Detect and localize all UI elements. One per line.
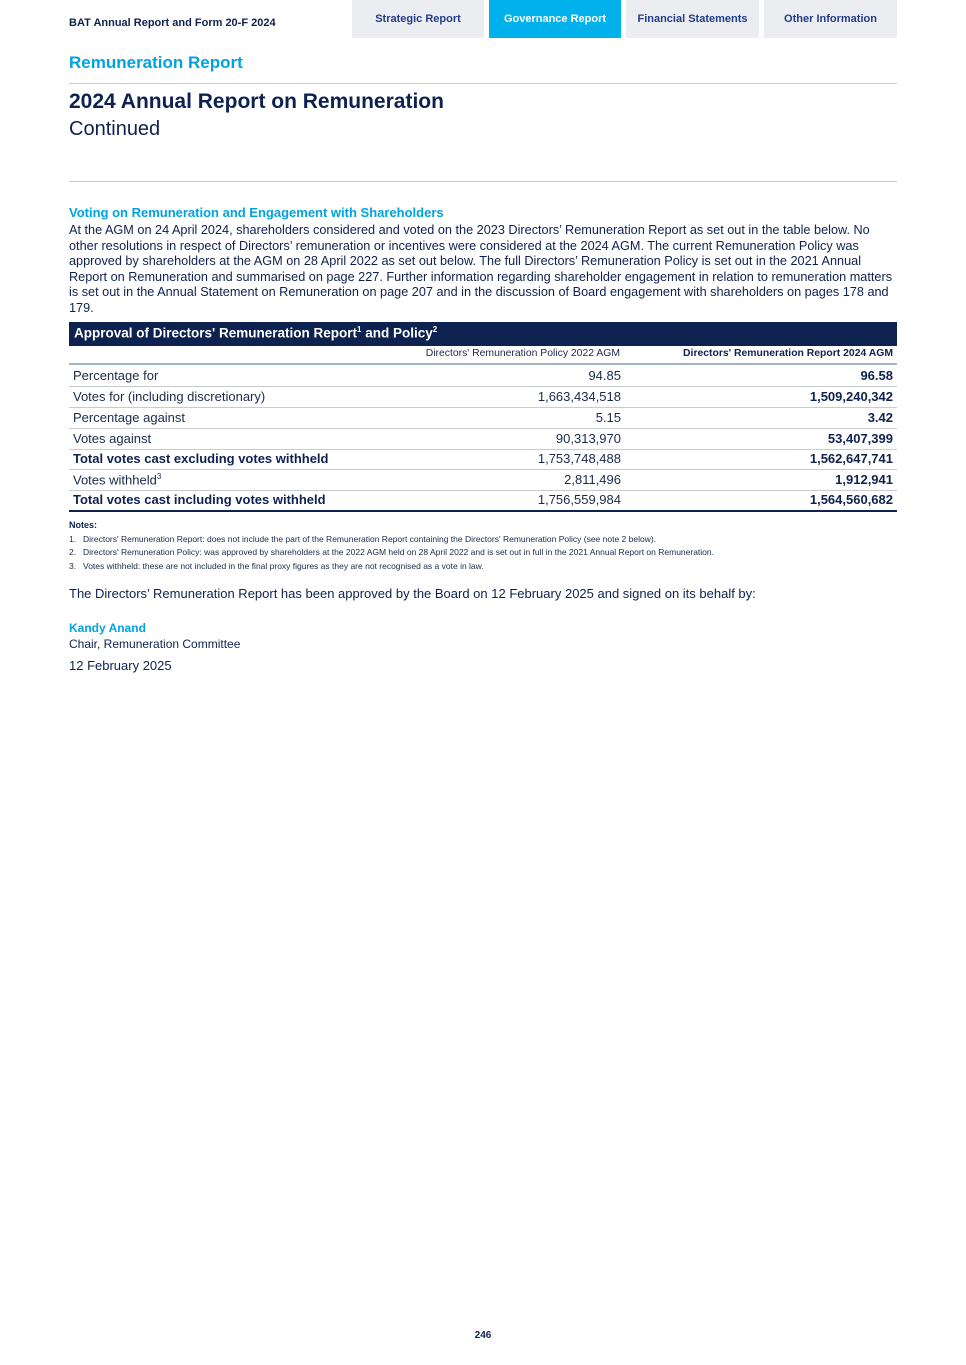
column-header-policy-2022: Directors' Remuneration Policy 2022 AGM (425, 348, 620, 359)
row-label: Votes for (including discretionary) (73, 389, 266, 404)
row-label: Percentage for (73, 368, 159, 383)
notes-title: Notes: (69, 520, 98, 530)
page-subtitle: Continued (69, 118, 161, 140)
signature-date: 12 February 2025 (69, 658, 172, 673)
row-value-2022: 5.15 (595, 410, 621, 425)
row-value-2024: 1,562,647,741 (809, 451, 893, 466)
row-label: Votes withheld$^3$ (73, 472, 162, 488)
note-item: 1. Directors' Remuneration Report: does not include the part of the Remuneration Report containing the Directors' Remuneration Policy (see note 2 below). (69, 534, 657, 544)
table-row (69, 428, 897, 450)
signatory-name: Kandy Anand (69, 621, 146, 635)
row-value-2024: 1,912,941 (835, 472, 893, 487)
row-value-2024: 3.42 (867, 410, 893, 425)
row-label: Total votes cast including votes withheld (73, 492, 326, 507)
row-value-2022: 94.85 (588, 368, 621, 383)
document-title: BAT Annual Report and Form 20-F 2024 (69, 17, 276, 29)
voting-heading: Voting on Remuneration and Engagement with Shareholders (69, 205, 444, 220)
page-title: 2024 Annual Report on Remuneration (69, 90, 444, 113)
row-label: Votes against (73, 431, 152, 446)
table-row (69, 469, 897, 491)
table-row (69, 448, 897, 470)
row-value-2022: 1,753,748,488 (537, 451, 621, 466)
note-item: 3. Votes withheld: these are not included in the final proxy figures as they are not recognised as a vote in law. (69, 561, 484, 571)
tab-strategic-report[interactable]: Strategic Report (352, 0, 484, 38)
signatory-role: Chair, Remuneration Committee (69, 637, 241, 651)
row-value-2022: 2,811,496 (564, 472, 621, 487)
divider (69, 181, 897, 182)
approval-statement: The Directors’ Remuneration Report has been approved by the Board on 12 February 2025 and signed on its behalf by: (69, 586, 756, 601)
row-value-2024: 1,564,560,682 (809, 492, 893, 507)
column-header-report-2024: Directors' Remuneration Report 2024 AGM (683, 348, 893, 359)
row-value-2024: 1,509,240,342 (809, 389, 893, 404)
page-number: 246 (474, 1330, 492, 1341)
table-row (69, 386, 897, 408)
top-navigation-bar (0, 0, 966, 38)
tab-governance-report[interactable]: Governance Report (489, 0, 621, 38)
row-label: Percentage against (73, 410, 186, 425)
table-row (69, 489, 897, 512)
row-value-2024: 96.58 (860, 368, 893, 383)
section-label: Remuneration Report (69, 53, 243, 72)
table-row (69, 365, 897, 387)
row-value-2022: 1,756,559,984 (537, 492, 621, 507)
table-row (69, 407, 897, 429)
table-title: Approval of Directors' Remuneration Report$^1$ and Policy$^2$ (74, 325, 438, 341)
tab-other-information[interactable]: Other Information (764, 0, 897, 38)
tab-financial-statements[interactable]: Financial Statements (626, 0, 759, 38)
table-title-bar (69, 322, 897, 346)
divider (69, 83, 897, 84)
voting-body: At the AGM on 24 April 2024, shareholders considered and voted on the 2023 Directors’ Remuneration Report as set out in the table below. No other resolutions in respect of Directors’ remuneration or incentives were considered at the 2024 AGM. The current Remuneration Policy was approved by shareholders at the AGM on 28 April 2022 as set out below. The full Directors’ Remuneration Policy is set out in the 2021 Annual Report on Remuneration and summarised on page 227. Further information regarding shareholder engagement in relation to remuneration matters is set out in the Annual Statement on Remuneration on page 207 and in the discussion of Board engagement with shareholders on pages 178 and 179. (69, 223, 893, 315)
note-item: 2. Directors' Remuneration Policy: was approved by shareholders at the 2022 AGM held on 28 April 2022 and is set out in full in the 2021 Annual Report on Remuneration. (69, 547, 715, 557)
row-value-2024: 53,407,399 (827, 431, 893, 446)
row-label: Total votes cast excluding votes withheld (73, 451, 329, 466)
row-value-2022: 90,313,970 (555, 431, 621, 446)
row-value-2022: 1,663,434,518 (537, 389, 621, 404)
